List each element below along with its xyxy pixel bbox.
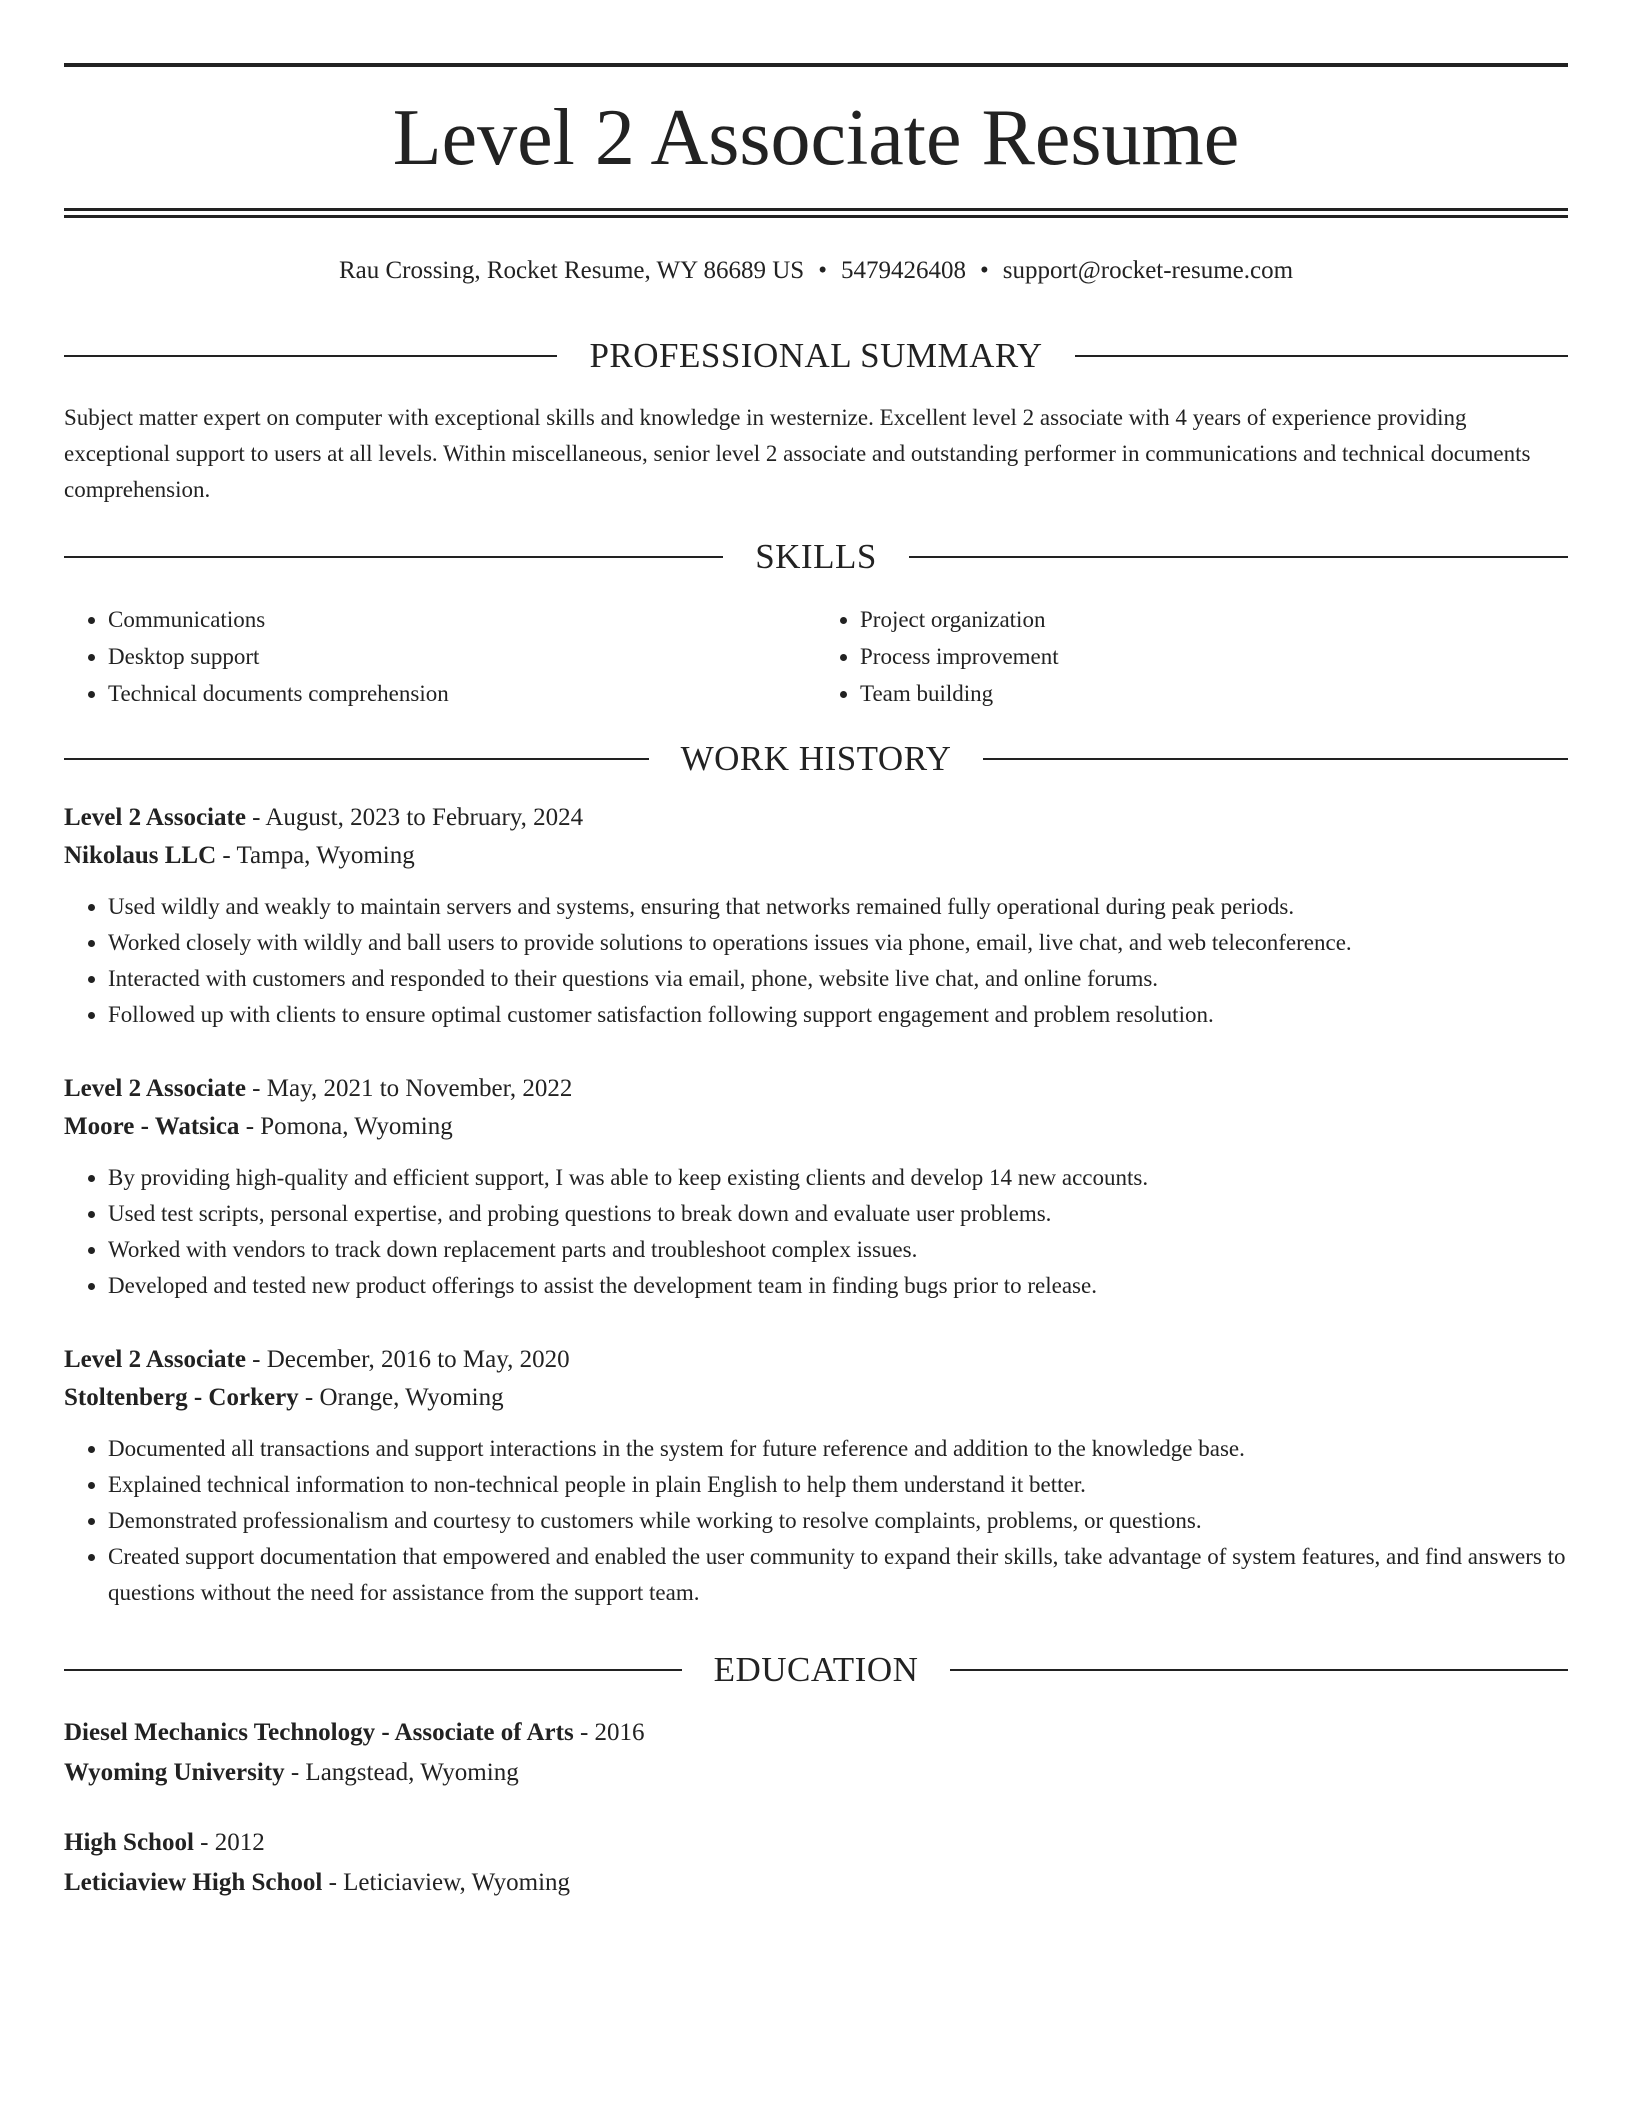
education-entry [64,1713,1568,1793]
job-bullet: • Used test scripts, personal expertise, and probing questions to break down and evaluate user problems. [108,1196,1568,1232]
job-title: Level 2 Associate [64,1346,246,1373]
education-degree: High School [64,1829,194,1856]
section-heading-skills [64,535,1568,579]
job-dates: - December, 2016 to May, 2020 [245,1346,570,1373]
section-heading-summary [64,334,1568,378]
job-bullet: • Explained technical information to non-technical people in plain English to help them understand it better. [108,1467,1568,1503]
job-bullet: • Worked closely with wildly and ball users to provide solutions to operations issues via phone, email, live chat, and web teleconference. [108,925,1568,961]
education-degree-line [64,1713,1568,1753]
education-location: - Leticiaview, Wyoming [322,1869,571,1896]
section-title: EDUCATION [713,1650,919,1689]
skills-column-right [816,601,1568,712]
heading-rule [983,758,1568,760]
heading-rule [1075,355,1568,357]
education-school: Wyoming University [64,1759,285,1786]
section-title: PROFESSIONAL SUMMARY [589,336,1043,375]
job-company: Stoltenberg - Corkery [64,1384,299,1411]
education-location: - Langstead, Wyoming [284,1759,519,1786]
skill-item: • Desktop support [108,638,816,675]
contact-address: Rau Crossing, Rocket Resume, WY 86689 US [338,257,805,284]
job-bullet: • Developed and tested new product offerings to assist the development team in finding bugs prior to release. [108,1268,1568,1304]
education-degree: Diesel Mechanics Technology - Associate of Arts [64,1719,574,1746]
job-company: Nikolaus LLC [64,842,217,869]
title-rule-upper [64,208,1568,211]
heading-rule [950,1669,1568,1671]
job-title-line [64,1070,1568,1108]
skill-item: • Project organization [860,601,1568,638]
education-school-line [64,1863,1568,1903]
heading-rule [64,1669,682,1671]
skill-item: • Process improvement [860,638,1568,675]
job-location: - Orange, Wyoming [298,1384,504,1411]
job-bullets [64,1160,1568,1304]
education-school: Leticiaview High School [64,1869,323,1896]
contact-separator: • [979,257,989,284]
skill-item: • Communications [108,601,816,638]
section-title: WORK HISTORY [680,739,952,778]
job-bullet: • Created support documentation that empowered and enabled the user community to expand their skills, take advantage of system features, and find answers to questions without the need for assistance from the support team. [108,1539,1568,1611]
job-bullet: • By providing high-quality and efficient support, I was able to keep existing clients and develop 14 new accounts. [108,1160,1568,1196]
section-title: SKILLS [755,537,877,576]
job-bullet: • Documented all transactions and support interactions in the system for future reference and addition to the knowledge base. [108,1431,1568,1467]
top-rule [64,63,1568,67]
job-title-line [64,799,1568,837]
job-bullet: • Used wildly and weakly to maintain servers and systems, ensuring that networks remained fully operational during peak periods. [108,889,1568,925]
section-heading-education [64,1648,1568,1692]
contact-email: support@rocket-resume.com [1002,257,1294,284]
job-location: - Tampa, Wyoming [216,842,415,869]
job-company-line [64,1379,1568,1417]
contact-line [64,254,1568,288]
heading-rule [909,556,1568,558]
job-company-line [64,837,1568,875]
job-bullets [64,889,1568,1033]
heading-rule [64,758,649,760]
skill-item: • Technical documents comprehension [108,675,816,712]
education-degree-line [64,1823,1568,1863]
skills-list [64,601,1568,712]
skill-item: • Team building [860,675,1568,712]
job-dates: - May, 2021 to November, 2022 [245,1075,573,1102]
job-bullets [64,1431,1568,1611]
summary-text: Subject matter expert on computer with exceptional skills and knowledge in westernize. Excellent level 2 associate with 4 years of experience providing exceptional support to users at all levels. Within miscellaneous, senior level 2 associate and outstanding performer in communications and technical documents comprehension. [64,405,1531,502]
education-year: - 2016 [573,1719,645,1746]
job-dates: - August, 2023 to February, 2024 [245,804,584,831]
resume-title: Level 2 Associate Resume [392,94,1240,182]
contact-separator: • [818,257,827,284]
heading-rule [64,556,723,558]
heading-rule [64,355,557,357]
job-title: Level 2 Associate [64,804,246,831]
title-rule-lower [64,215,1568,218]
job-bullet: • Interacted with customers and responded to their questions via email, phone, website live chat, and online forums. [108,961,1568,997]
education-school-line [64,1753,1568,1793]
job-bullet: • Worked with vendors to track down replacement parts and troubleshoot complex issues. [108,1232,1568,1268]
job-title-line [64,1341,1568,1379]
education-year: - 2012 [193,1829,265,1856]
skills-column-left [64,601,816,712]
job-company: Moore - Watsica [64,1113,240,1140]
job-bullet: • Followed up with clients to ensure optimal customer satisfaction following support engagement and problem resolution. [108,997,1568,1033]
job-bullet: • Demonstrated professionalism and courtesy to customers while working to resolve complaints, problems, or questions. [108,1503,1568,1539]
job-entry [64,1070,1568,1304]
job-entry [64,799,1568,1033]
job-title: Level 2 Associate [64,1075,246,1102]
job-entry [64,1341,1568,1611]
section-heading-work [64,737,1568,781]
job-location: - Pomona, Wyoming [239,1113,453,1140]
job-company-line [64,1108,1568,1146]
contact-phone: 5479426408 [840,257,966,284]
education-entry [64,1823,1568,1903]
